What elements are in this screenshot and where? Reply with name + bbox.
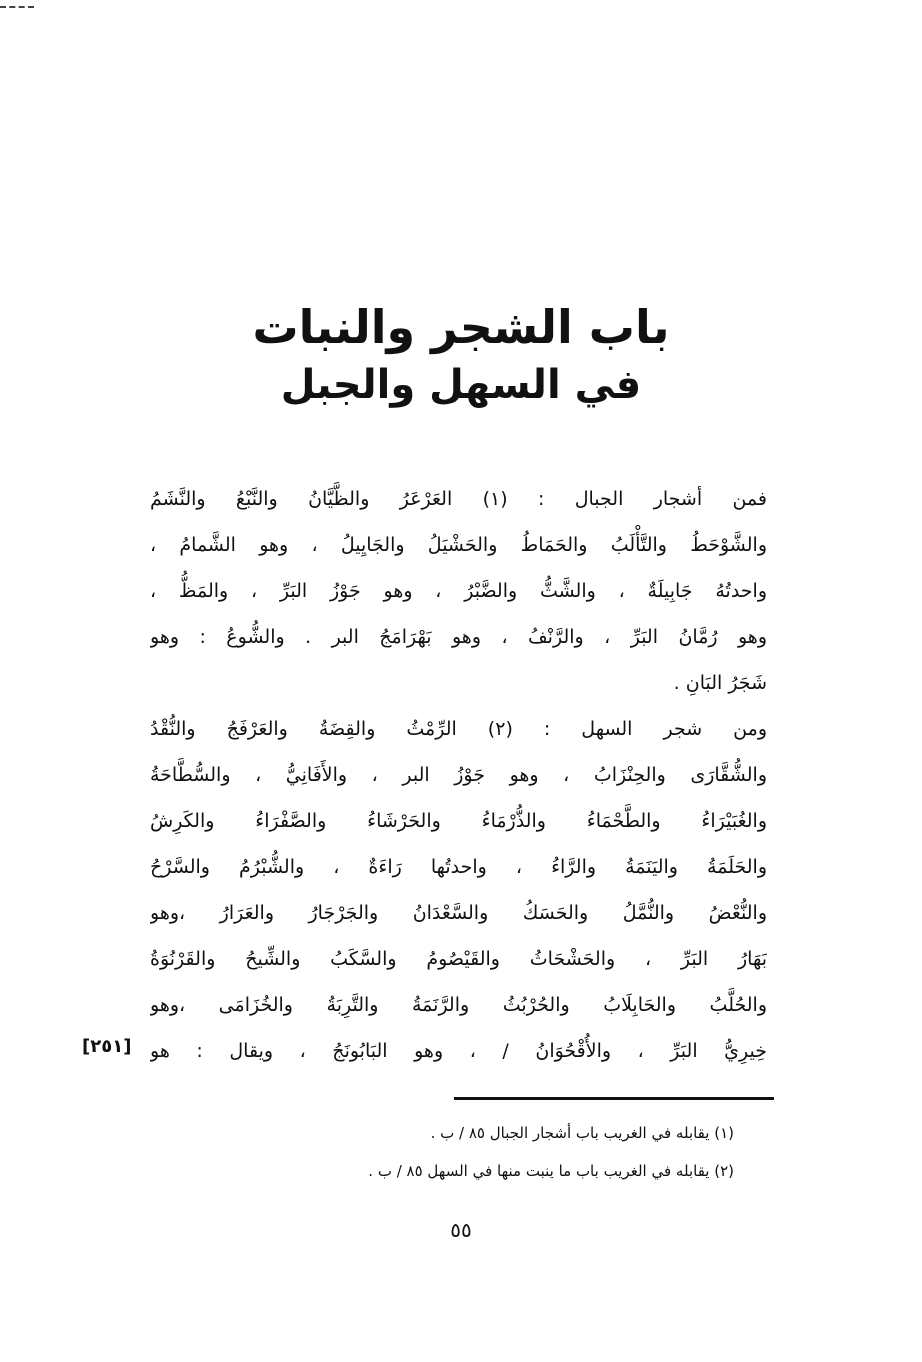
footnote-divider	[454, 1097, 774, 1100]
scan-corner-mark	[0, 6, 34, 12]
text-line: وهو رُمَّانُ البَرِّ ، والرَّنْفُ ، وهو بَهْرَامَجُ البر . والشُّوعُ : وهو	[150, 626, 767, 648]
text-line: والنُّعْضُ والنُّمَّلُ والحَسَكُ والسَّعْدَانُ والجَرْجَارُ والعَرَارُ ،وهو	[150, 902, 767, 924]
footnote-1: (١) يقابله في الغريب باب أشجار الجبال ٨٥ / ب .	[430, 1124, 734, 1142]
page-number: ٥٥	[450, 1218, 472, 1242]
text-line: والغُبَيْرَاءُ والطَّحْمَاءُ والذُّرْمَاءُ والحَرْشَاءُ والصَّفْرَاءُ والكَرِشُ	[150, 810, 767, 832]
paragraph-mountain-trees	[150, 476, 767, 706]
text-line: فمن أشجار الجبال : (١) العَرْعَرُ والظَّيَّانُ والنَّبْعُ والنَّشَمُ	[150, 488, 767, 510]
text-line: خِيرِيُّ البَرِّ ، والأُقْحُوَانُ / ، وهو البَابُونَجُ ، ويقال : هو	[150, 1040, 767, 1062]
text-line: والحَلَمَةُ واليَنَمَةُ والرَّاءُ ، واحدتُها رَاءَةٌ ، والشُّبْرُمُ والسَّرْحُ	[150, 856, 767, 878]
footnote-2: (٢) يقابله في الغريب باب ما ينبت منها في السهل ٨٥ / ب .	[368, 1162, 734, 1180]
text-line: بَهَارُ البَرِّ ، والحَشْحَاثُ والقَيْصُومُ والسَّكَبُ والشِّيحُ والقَرْنُوَةُ	[150, 948, 767, 970]
paragraph-plain-trees	[150, 706, 767, 1074]
text-line: والحُلَّبُ والحَابِلَابُ والحُرْبُثُ والرَّنَمَةُ والتَّرِبَةُ والخُزَامَى ،وهو	[150, 994, 767, 1016]
text-line: والشَّوْحَطُ والتَّأْلَبُ والحَمَاطُ والحَشْيَلُ والجَايِيلُ ، وهو الشَّمامُ ،	[150, 534, 767, 556]
text-line: واحدتُهُ جَابِيلَةٌ ، والشَّثُّ والضَّبْرُ ، وهو جَوْزُ البَرِّ ، والمَظُّ ،	[150, 580, 767, 602]
chapter-subtitle: في السهل والجبل	[280, 362, 642, 408]
text-line: والشُّقَّارَى والحِنْزَابُ ، وهو جَوْزُ البر ، والأَفَانِيُّ ، والسُّطَّاحَةُ	[150, 764, 767, 786]
text-line: ومن شجر السهل : (٢) الرِّمْثُ والقِضَةُ والعَرْفَجُ والنُّقْدُ	[150, 718, 767, 740]
manuscript-folio-reference: [٢٥١]	[82, 1036, 132, 1057]
text-line: شَجَرُ البَانِ .	[673, 672, 767, 694]
chapter-title: باب الشجر والنبات	[252, 300, 670, 354]
